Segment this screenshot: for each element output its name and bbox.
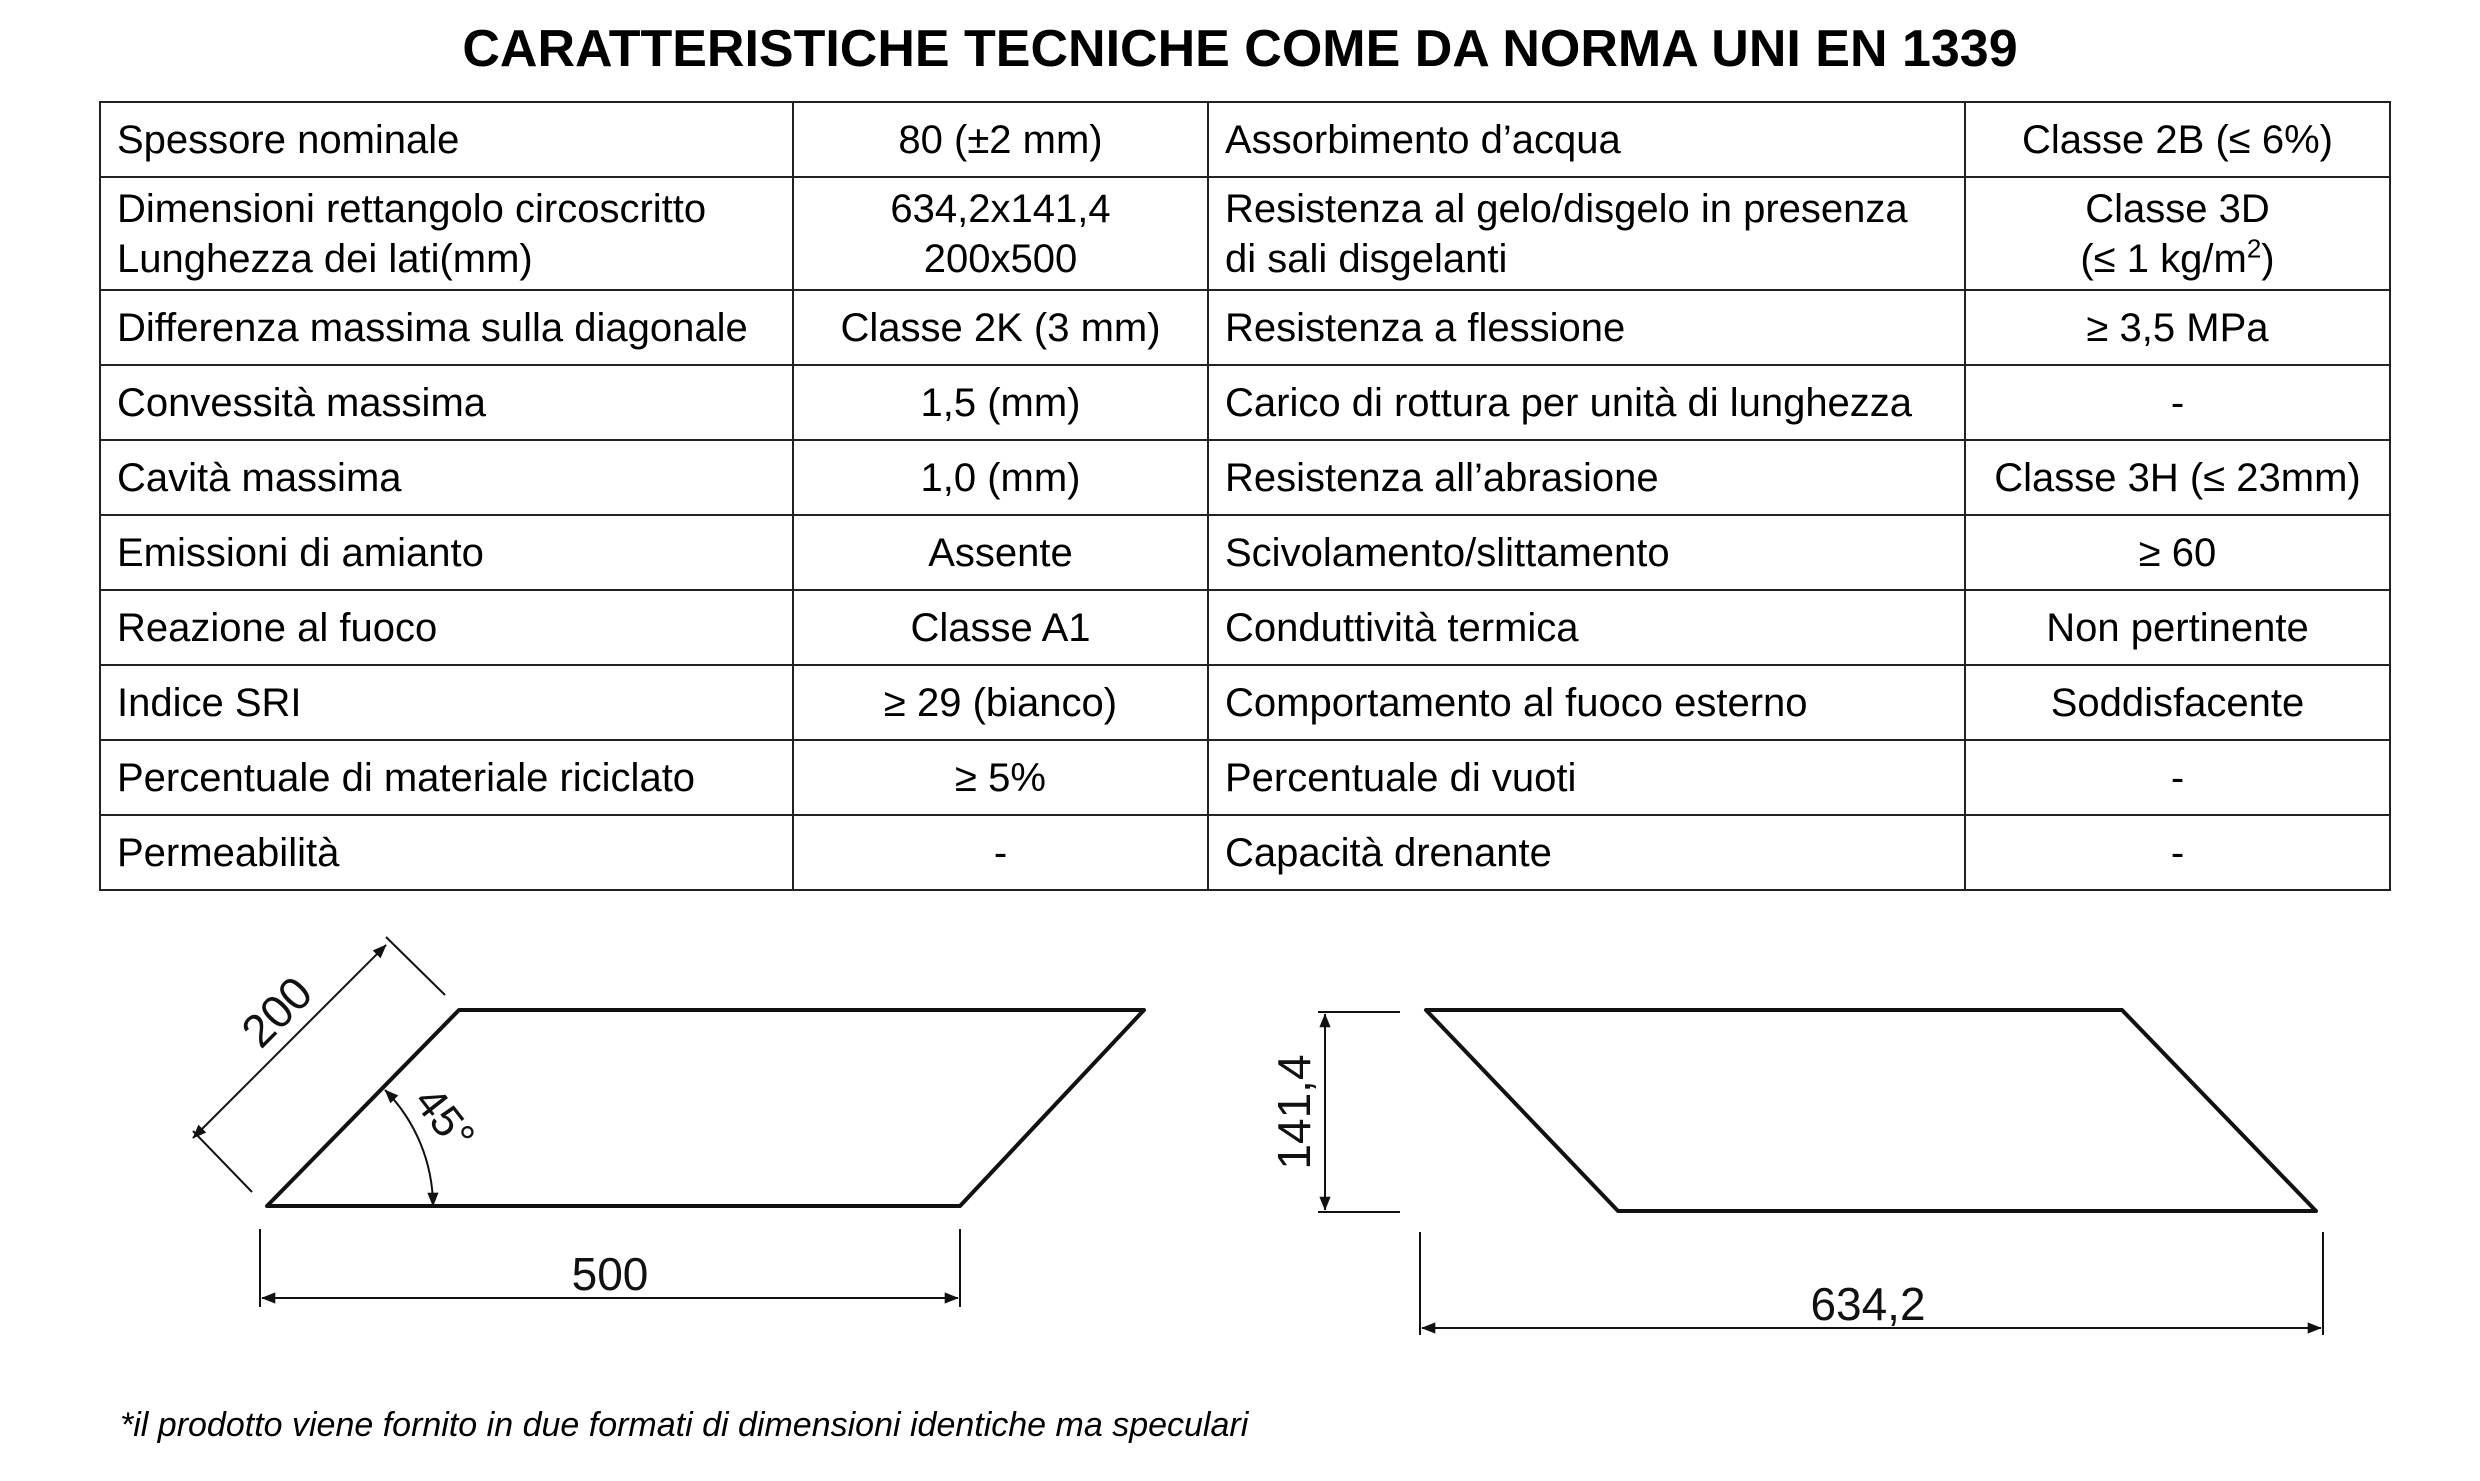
spec-value-part: ) [2261,236,2275,281]
spec-value: ≥ 60 [1965,515,2390,590]
dimension-label-634-2: 634,2 [1810,1278,1926,1330]
spec-value: ≥ 29 (bianco) [793,665,1208,740]
spec-value: Classe 3H (≤ 23mm) [1965,440,2390,515]
spec-value: ≥ 3,5 MPa [1965,290,2390,365]
dimension-label-200: 200 [231,966,323,1058]
spec-label: Indice SRI [100,665,793,740]
footnote: *il prodotto viene fornito in due formati di dimensioni identiche ma speculari [120,1406,1249,1444]
spec-label: Resistenza a flessione [1208,290,1965,365]
spec-value: Classe 2K (3 mm) [793,290,1208,365]
spec-value-line: 200x500 [923,236,1078,281]
spec-label: Assorbimento d’acqua [1208,102,1965,177]
spec-value: Non pertinente [1965,590,2390,665]
spec-label: Spessore nominale [100,102,793,177]
superscript: 2 [2246,233,2262,264]
spec-label: Convessità massima [100,365,793,440]
spec-label-line: di sali disgelanti [1225,236,1508,281]
spec-value-line: Classe 3D [2085,186,2270,231]
dimension-label-500: 500 [571,1248,649,1300]
spec-value: - [1965,815,2390,890]
dimension-extension-line [193,1131,252,1192]
spec-label: Emissioni di amianto [100,515,793,590]
right-tile-outline [1426,1010,2316,1211]
spec-label: Scivolamento/slittamento [1208,515,1965,590]
dimension-extension-line [386,937,445,995]
spec-label-line: Lunghezza dei lati(mm) [117,236,533,281]
page-title: CARATTERISTICHE TECNICHE COME DA NORMA UNI EN 1339 [462,20,2018,78]
spec-value: Soddisfacente [1965,665,2390,740]
spec-label-line: Resistenza al gelo/disgelo in presenza [1225,186,1908,231]
spec-label: Resistenza all’abrasione [1208,440,1965,515]
spec-value: - [793,815,1208,890]
spec-value: Classe A1 [793,590,1208,665]
right-tile-drawing [1268,1010,2323,1335]
spec-value: 80 (±2 mm) [793,102,1208,177]
left-tile-outline [267,1010,1144,1206]
angle-label: 45° [404,1077,485,1161]
spec-value: - [1965,365,2390,440]
spec-label: Cavità massima [100,440,793,515]
dimension-label-141-4: 141,4 [1268,1054,1320,1170]
spec-label: Reazione al fuoco [100,590,793,665]
spec-label: Comportamento al fuoco esterno [1208,665,1965,740]
spec-value: ≥ 5% [793,740,1208,815]
spec-label: Carico di rottura per unità di lunghezza [1208,365,1965,440]
spec-value-part: (≤ 1 kg/m [2080,236,2247,281]
spec-label: Permeabilità [100,815,793,890]
spec-value: 1,5 (mm) [793,365,1208,440]
spec-label-line: Dimensioni rettangolo circoscritto [117,186,707,231]
spec-label: Percentuale di materiale riciclato [100,740,793,815]
left-tile-drawing [193,937,1144,1307]
spec-value: 1,0 (mm) [793,440,1208,515]
spec-label: Differenza massima sulla diagonale [100,290,793,365]
spec-value: Classe 2B (≤ 6%) [1965,102,2390,177]
spec-value: - [1965,740,2390,815]
spec-value-line: 634,2x141,4 [890,186,1111,231]
spec-label: Percentuale di vuoti [1208,740,1965,815]
spec-value: Assente [793,515,1208,590]
spec-label: Conduttività termica [1208,590,1965,665]
spec-label: Capacità drenante [1208,815,1965,890]
